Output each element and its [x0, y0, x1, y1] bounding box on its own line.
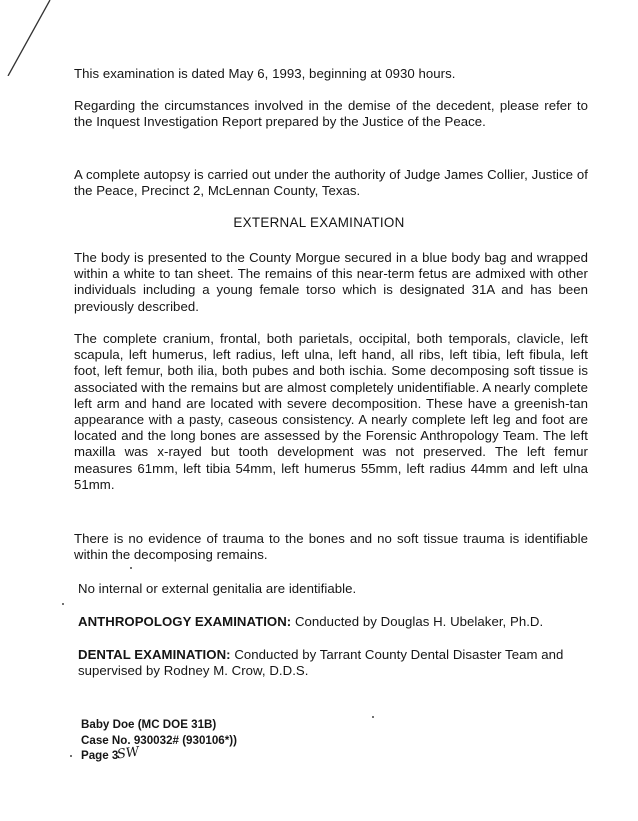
anthropology-label: ANTHROPOLOGY EXAMINATION: [78, 614, 292, 629]
scan-speck [372, 716, 374, 718]
dental-label: DENTAL EXAMINATION: [78, 647, 231, 662]
case-footer [81, 717, 237, 764]
scan-speck [62, 603, 64, 605]
scan-speck [130, 567, 132, 569]
external-examination-heading: EXTERNAL EXAMINATION [233, 215, 405, 230]
circumstances-paragraph: Regarding the circumstances involved in the demise of the decedent, please refer to the Inquest Investigation Report prepared by the Justice of the Peace. [74, 98, 588, 130]
exam-date-paragraph: This examination is dated May 6, 1993, beginning at 0930 hours. [74, 66, 456, 81]
footer-page-number: Page 3 [81, 749, 119, 763]
anthropology-text: Conducted by Douglas H. Ubelaker, Ph.D. [294, 614, 544, 629]
anthropology-section [78, 614, 592, 630]
external-paragraph-2: The complete cranium, frontal, both parietals, occipital, both temporals, clavicle, left scapula, left humerus, left radius, left ulna, left hand, all ribs, left tibia, left fibula, left foot, left femur, both ilia, both pubes and both ischia. Some decomposing soft tissue is associated with the remains but are almost completely unidentifiable. A nearly complete left arm and hand are located with severe decomposition. These have a greenish-tan appearance with a pasty, caseous consistency. A nearly complete left leg and foot are located and the long bones are assessed by the Forensic Anthropology Team. The left maxilla was x-rayed but tooth development was not preserved. The left femur measures 61mm, left tibia 54mm, left humerus 55mm, left radius 44mm and left ulna 51mm. [74, 331, 588, 492]
external-paragraph-1: The body is presented to the County Morgue secured in a blue body bag and wrapped within a white to tan sheet. The remains of this near-term fetus are admixed with other individuals including a young female torso which is designated 31A and has been previously described. [74, 250, 588, 314]
external-paragraph-4: No internal or external genitalia are identifiable. [78, 581, 357, 596]
dental-section [78, 647, 592, 679]
external-paragraph-3: There is no evidence of trauma to the bones and no soft tissue trauma is identifiable within the decomposing remains. [74, 531, 588, 563]
footer-case-number: Case No. 930032# (930106*)) [81, 733, 237, 747]
scan-artifact-line [6, 0, 52, 76]
footer-case-name: Baby Doe (MC DOE 31B) [81, 718, 217, 731]
authority-paragraph: A complete autopsy is carried out under the authority of Judge James Collier, Justice of the Peace, Precinct 2, McLennan County, Texas. [74, 167, 588, 199]
scan-speck [70, 755, 72, 757]
dental-text: Conducted by Tarrant County Dental Disaster Team and supervised by Rodney M. Crow, D.D.S. [78, 647, 564, 679]
handwritten-initials: SW [116, 744, 141, 763]
